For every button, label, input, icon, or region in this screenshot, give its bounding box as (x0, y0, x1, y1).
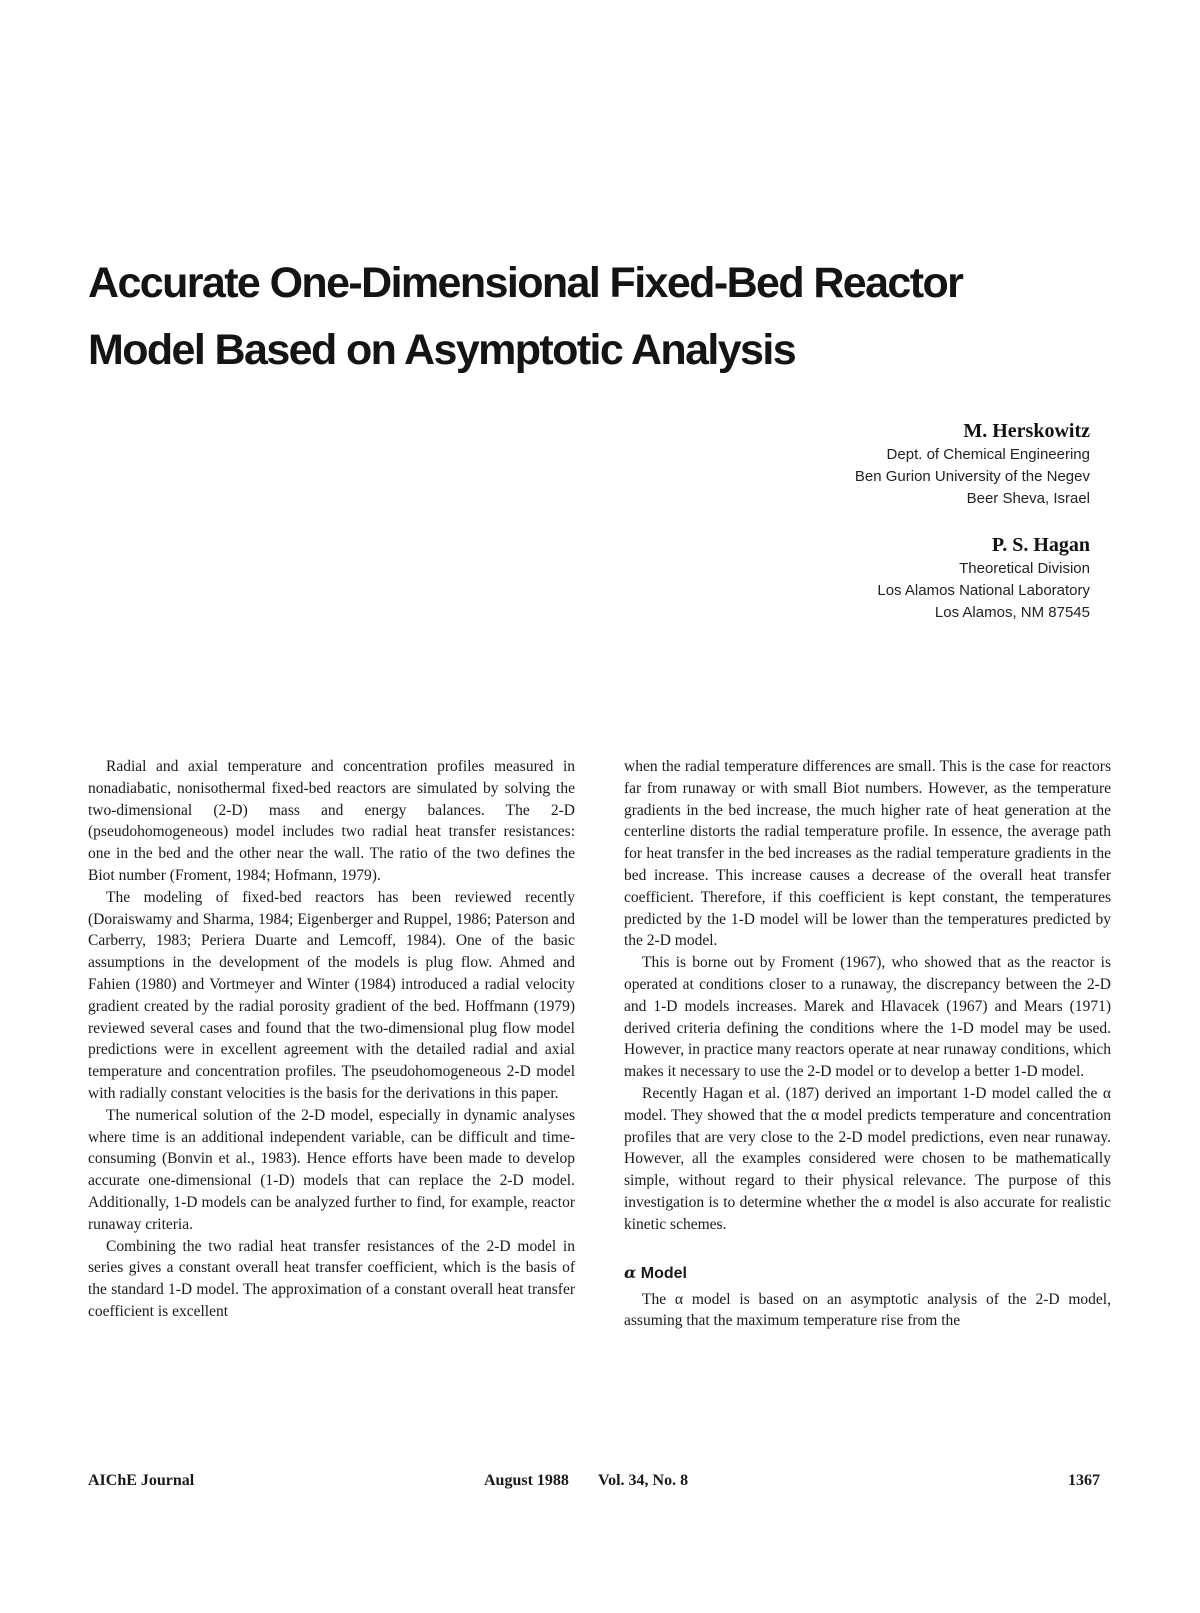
body-paragraph: Combining the two radial heat transfer resistances of the 2-D model in series gives a constant overall heat transfer coefficient, which is the basis of the standard 1-D model. The approximation of a constant overall heat transfer coefficient is excellent (88, 1237, 575, 1320)
body-paragraph: The α model is based on an asymptotic analysis of the 2-D model, assuming that the maximum temperature rise from the (624, 1290, 1111, 1330)
page-footer (88, 1472, 1100, 1496)
volume-number: Vol. 34, No. 8 (598, 1472, 689, 1489)
page-number: 1367 (1068, 1472, 1100, 1489)
article-title-line-2: Model Based on Asymptotic Analysis (88, 326, 796, 374)
body-column-right (624, 756, 1111, 1332)
section-heading-symbol: α (624, 1262, 637, 1282)
author-block (670, 418, 1090, 646)
journal-name: AIChE Journal (88, 1472, 195, 1489)
body-paragraph: Radial and axial temperature and concentration profiles measured in nonadiabatic, nonisothermal fixed-bed reactors are simulated by solving the two-dimensional (2-D) mass and energy balances. The 2-D (pseudohomogeneous) model includes two radial heat transfer resistances: one in the bed and the other near the wall. The ratio of the two defines the Biot number (Froment, 1984; Hofmann, 1979). (88, 758, 575, 884)
body-paragraph: This is borne out by Froment (1967), who showed that as the reactor is operated at conditions closer to a runaway, the discrepancy between the 2-D and 1-D models increases. Marek and Hlavacek (1967) and Mears (1971) derived criteria defining the conditions where the 1-D model may be used. However, in practice many reactors operate at near runaway conditions, which makes it necessary to use the 2-D model or to develop a better 1-D model. (624, 954, 1111, 1081)
author-1 (670, 418, 1090, 510)
author-2 (670, 532, 1090, 624)
affiliation-line: Ben Gurion University of the Negev (854, 468, 1090, 485)
affiliation-line: Dept. of Chemical Engineering (886, 446, 1090, 463)
author-name: M. Herskowitz (963, 420, 1090, 442)
body-paragraph: The modeling of fixed-bed reactors has been reviewed recently (Doraiswamy and Sharma, 1984; Eigenberger and Ruppel, 1986; Paterson and Carberry, 1983; Periera Duarte and Lemcoff, 1984). One of the basic assumptions in the development of the models is plug flow. Ahmed and Fahien (1980) and Vortmeyer and Winter (1984) introduced a radial velocity gradient created by the radial porosity gradient of the bed. Hoffmann (1979) reviewed several cases and found that the two-dimensional plug flow model predictions were in excellent agreement with the detailed radial and axial temperature and concentration profiles. The pseudohomogeneous 2-D model with radially constant velocities is the basis for the derivations in this paper. (88, 888, 575, 1102)
body-paragraph: The numerical solution of the 2-D model, especially in dynamic analyses where time is an additional independent variable, can be difficult and time-consuming (Bonvin et al., 1983). Hence efforts have been made to develop accurate one-dimensional (1-D) models that can replace the 2-D model. Additionally, 1-D models can be analyzed further to find, for example, reactor runaway criteria. (88, 1106, 575, 1233)
author-name: P. S. Hagan (991, 534, 1090, 556)
affiliation-line: Los Alamos National Laboratory (877, 582, 1090, 599)
body-column-left (88, 756, 575, 1323)
affiliation-line: Theoretical Division (959, 560, 1090, 577)
section-heading-text: Model (640, 1264, 687, 1282)
body-paragraph: Recently Hagan et al. (187) derived an important 1-D model called the α model. They showed that the α model predicts temperature and concentration profiles that are very close to the 2-D model predictions, even near runaway. However, all the examples considered were chosen to be mathematically simple, without regard to their physical relevance. The purpose of this investigation is to determine whether the α model is also accurate for realistic kinetic schemes. (624, 1084, 1111, 1233)
section-heading (624, 1262, 1111, 1285)
body-paragraph: when the radial temperature differences are small. This is the case for reactors far from runaway or with small Biot numbers. However, as the temperature gradients in the bed increase, the much higher rate of heat generation at the centerline distorts the radial temperature profile. In essence, the average path for heat transfer in the bed increases as the radial temperature gradients in the bed increase. This increase causes a decrease of the overall heat transfer coefficient. Therefore, if this coefficient is kept constant, the temperatures predicted by the 1-D model will be lower than the temperatures predicted by the 2-D model. (624, 758, 1111, 950)
affiliation-line: Beer Sheva, Israel (966, 490, 1090, 507)
issue-date: August 1988 (484, 1472, 569, 1489)
article-title-line-1: Accurate One-Dimensional Fixed-Bed Reactor (88, 259, 963, 307)
affiliation-line: Los Alamos, NM 87545 (934, 604, 1090, 621)
article-title (88, 250, 1108, 384)
